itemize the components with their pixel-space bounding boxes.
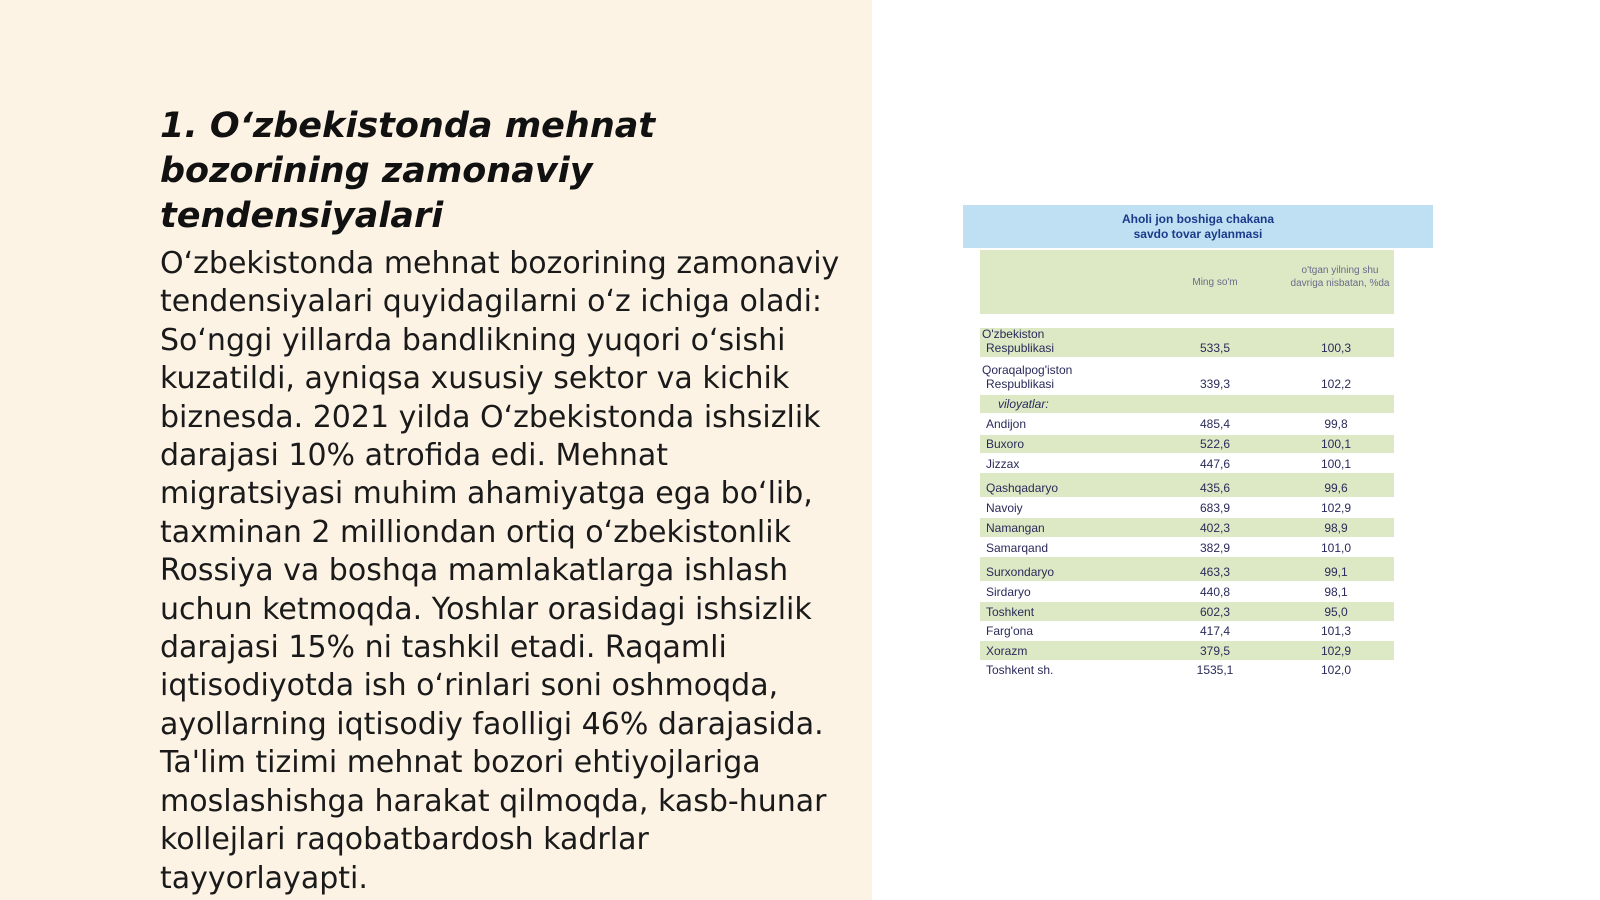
row-value-percent: 102,0: [1320, 663, 1352, 677]
row-name: Toshkent sh.: [986, 663, 1054, 677]
table-row: [980, 415, 1394, 433]
table-row: [980, 435, 1394, 453]
row-name-line1: O'zbekiston: [982, 327, 1045, 341]
row-value-percent: 101,0: [1320, 541, 1352, 555]
row-value-percent: 99,6: [1324, 481, 1348, 495]
row-name: Sirdaryo: [986, 585, 1031, 599]
row-name: Respublikasi: [986, 377, 1055, 391]
row-value-percent: 99,8: [1324, 417, 1348, 431]
row-name-line1: Qoraqalpog'iston: [982, 363, 1073, 377]
table-row: [980, 328, 1394, 357]
row-name: Qashqadaryo: [986, 481, 1059, 495]
row-value-percent: 101,3: [1320, 624, 1352, 638]
table-row: [980, 499, 1394, 517]
row-name: Buxoro: [986, 437, 1025, 451]
column-header-percent: o'tgan yilning shu davriga nisbatan, %da: [1290, 265, 1390, 289]
row-name: Toshkent: [986, 605, 1035, 619]
table-title-bar: [963, 205, 1433, 248]
row-value-ming-som: 382,9: [1199, 541, 1231, 555]
row-name: Samarqand: [986, 541, 1049, 555]
row-value-ming-som: 379,5: [1199, 644, 1231, 658]
row-value-percent: 95,0: [1324, 605, 1348, 619]
row-value-percent: 102,2: [1320, 377, 1352, 391]
row-name: Respublikasi: [986, 341, 1055, 355]
table-title: Aholi jon boshiga chakana savdo tovar aylanmasi: [1121, 211, 1275, 241]
table-row: [980, 539, 1394, 557]
row-value-ming-som: 339,3: [1199, 377, 1231, 391]
row-value-ming-som: 602,3: [1199, 605, 1231, 619]
row-value-ming-som: 435,6: [1199, 481, 1231, 495]
table-row: [980, 518, 1394, 537]
row-value-ming-som: 683,9: [1199, 501, 1231, 515]
column-header-ming-som: Ming so'm: [1192, 277, 1238, 288]
row-value-percent: 98,1: [1324, 585, 1348, 599]
row-value-percent: 100,3: [1320, 341, 1352, 355]
retail-turnover-table: [963, 205, 1435, 685]
row-value-percent: 98,9: [1324, 521, 1348, 535]
table-row: [980, 583, 1394, 601]
row-value-percent: 100,1: [1320, 457, 1352, 471]
row-name: Namangan: [986, 521, 1045, 535]
row-value-ming-som: 417,4: [1199, 624, 1231, 638]
row-value-ming-som: 533,5: [1199, 341, 1231, 355]
row-value-ming-som: 485,4: [1199, 417, 1231, 431]
row-name: Andijon: [986, 417, 1027, 431]
row-value-percent: 100,1: [1320, 437, 1352, 451]
table-row: [980, 661, 1394, 679]
row-name: Jizzax: [986, 457, 1020, 471]
row-value-percent: 99,1: [1324, 565, 1348, 579]
row-value-ming-som: 1535,1: [1196, 663, 1234, 677]
row-value-ming-som: 463,3: [1199, 565, 1231, 579]
table-row: [980, 641, 1394, 660]
table-header: [980, 250, 1394, 314]
row-name: viloyatlar:: [998, 397, 1049, 411]
table-row: [980, 395, 1394, 413]
row-value-percent: 102,9: [1320, 644, 1352, 658]
table-row: [980, 622, 1394, 640]
table-row: [980, 455, 1394, 473]
row-name: Xorazm: [986, 644, 1028, 658]
table-row: [980, 473, 1394, 497]
row-name: Surxondaryo: [986, 565, 1055, 579]
row-value-ming-som: 402,3: [1199, 521, 1231, 535]
slide-title: 1. O‘zbekistonda mehnat bozorining zamonaviy tendensiyalari: [160, 106, 656, 236]
table-row: [980, 602, 1394, 621]
row-name: Farg'ona: [986, 624, 1033, 638]
table-row: [980, 362, 1394, 393]
row-value-percent: 102,9: [1320, 501, 1352, 515]
row-name: Navoiy: [986, 501, 1023, 515]
row-value-ming-som: 447,6: [1199, 457, 1231, 471]
slide-body-text: O‘zbekistonda mehnat bozorining zamonaviy tendensiyalari quyidagilarni o‘z ichiga oladi: So‘nggi yillarda bandlikning yuqori o‘sishi kuzatildi, ayniqsa xususiy sektor va kichik biznesda. 2021 yilda O‘zbekistonda ishsizlik darajasi 10% atrofida edi. Mehnat migratsiyasi muhim ahamiyatga ega bo‘lib, taxminan 2 milliondan ortiq o‘zbekistonlik Rossiya va boshqa mamlakatlarga ishlash uchun ketmoqda. Yoshlar orasidagi ishsizlik darajasi 15% ni tashkil etadi. Raqamli iqtisodiyotda ish o‘rinlari soni oshmoqda, ayollarning iqtisodiy faolligi 46% darajasida. Ta'lim tizimi mehnat bozori ehtiyojlariga moslashishga harakat qilmoqda, kasb-hunar kollejlari raqobatbardosh kadrlar tayyorlayapti.: [160, 246, 840, 896]
row-value-ming-som: 522,6: [1199, 437, 1231, 451]
row-value-ming-som: 440,8: [1199, 585, 1231, 599]
table-row: [980, 557, 1394, 581]
